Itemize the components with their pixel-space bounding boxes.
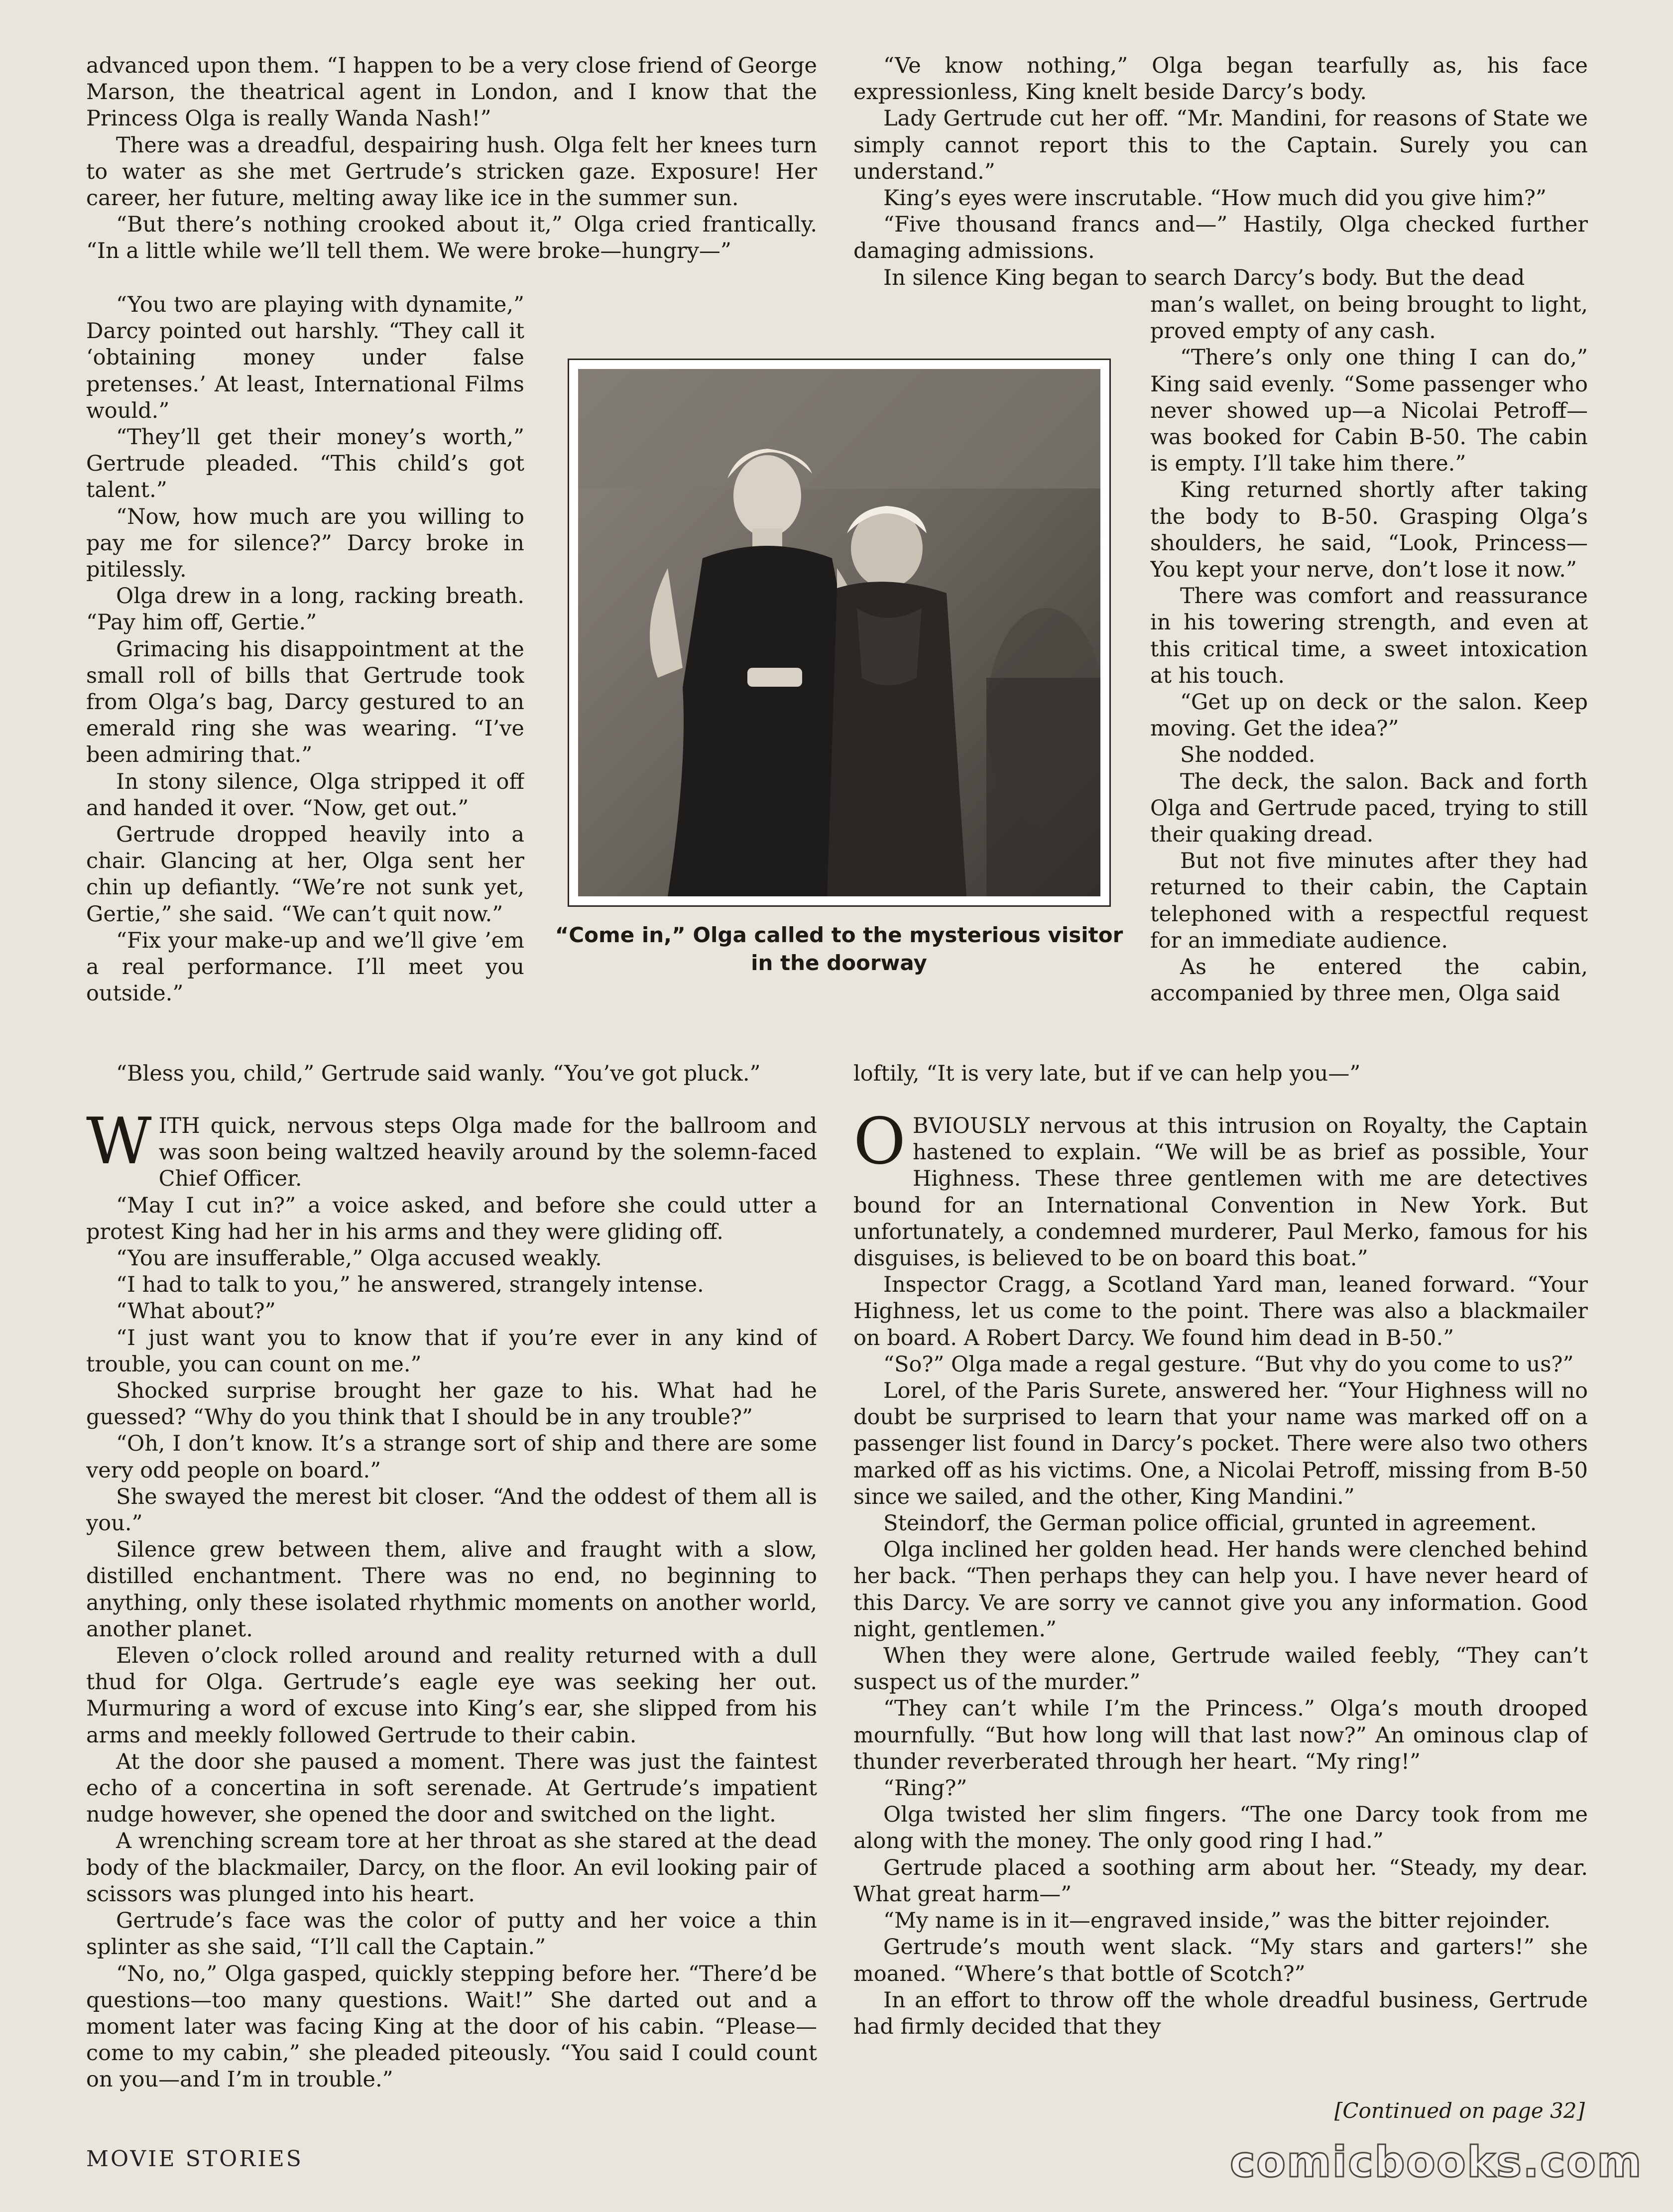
paragraph: In stony silence, Olga stripped it off and handed it over. “Now, get out.” — [86, 769, 524, 821]
right-column-bottom — [853, 1113, 1588, 2119]
paragraph: At the door she paused a moment. There was just the faintest echo of a concertina in soft serenade. At Gertrude’s impatient nudge however, she opened the door and switched on the light. — [86, 1749, 817, 1828]
magazine-footer: MOVIE STORIES — [86, 2146, 303, 2172]
paragraph: Lorel, of the Paris Surete, answered her. “Your Highness will no doubt be surprised to learn that your name was marked off on a passenger list found in Darcy’s pocket. There were also two others marked off as his victims. One, a Nicolai Petroff, missing from B-50 since we sailed, and the other, King Mandini.” — [853, 1378, 1588, 1509]
paragraph: advanced upon them. “I happen to be a very close friend of George Marson, the theatrical agent in London, and I know that the Princess Olga is really Wanda Nash!” — [86, 53, 817, 131]
paragraph: Gertrude placed a soothing arm about her. “Steady, my dear. What great harm—” — [853, 1855, 1588, 1907]
paragraph: “My name is in it—engraved inside,” was the bitter rejoinder. — [883, 1908, 1551, 1934]
paragraph: “They’ll get their money’s worth,” Gertrude pleaded. “This child’s got talent.” — [86, 425, 524, 503]
drop-cap: O — [853, 1113, 906, 1179]
paragraph: Shocked surprise brought her gaze to his. What had he guessed? “Why do you think that I should be in any trouble?” — [86, 1378, 817, 1430]
paragraph: She swayed the merest bit closer. “And the oddest of them all is you.” — [86, 1484, 817, 1536]
paragraph: “There’s only one thing I can do,” King said evenly. “Some passenger who never showed up—a Nicolai Petroff—was booked for Cabin B-50. The cabin is empty. I’ll take him there.” — [1150, 345, 1588, 477]
photo-caption: “Come in,” Olga called to the mysterious visitor in the doorway — [555, 923, 1123, 975]
paragraph: loftily, “It is very late, but if ve can help you—” — [853, 1061, 1361, 1086]
paragraph: But not five minutes after they had returned to their cabin, the Captain telephoned with a respectful request for an immediate audience. — [1150, 849, 1588, 953]
paragraph: “Five thousand francs and—” Hastily, Olga checked further damaging admissions. — [853, 212, 1588, 264]
paragraph: As he entered the cabin, accompanied by three men, Olga said — [1150, 955, 1588, 1006]
paragraph: “Bless you, child,” Gertrude said wanly. “You’ve got pluck.” — [116, 1061, 761, 1086]
paragraph: “May I cut in?” a voice asked, and before she could utter a protest King had her in his arms and they were gliding off. — [86, 1193, 817, 1244]
paragraph: There was comfort and reassurance in his towering strength, and even at this critical time, a sweet intoxication at his touch. — [1150, 584, 1588, 688]
paragraph: “But there’s nothing crooked about it,” Olga cried frantically. “In a little while we’ll tell them. We were broke—hungry—” — [86, 212, 817, 264]
paragraph: There was a dreadful, despairing hush. Olga felt her knees turn to water as she met Gertrude’s stricken gaze. Exposure! Her career, her future, melting away like ice in the summer sun. — [86, 132, 817, 211]
photo-illustration — [578, 369, 1100, 896]
paragraph: “I just want you to know that if you’re ever in any kind of trouble, you can count on me.” — [86, 1325, 817, 1377]
right-column-top — [853, 53, 1588, 291]
paragraph: “Ve know nothing,” Olga began tearfully as, his face expressionless, King knelt beside Darcy’s body. — [853, 53, 1588, 105]
paragraph: “Now, how much are you willing to pay me for silence?” Darcy broke in pitilessly. — [86, 504, 524, 583]
paragraph: Olga inclined her golden head. Her hands were clenched behind her back. “Then perhaps they can help you. I have never heard of this Darcy. Ve are sorry ve cannot give you any information. Good night, gentlemen.” — [853, 1537, 1588, 1642]
paragraph: “You two are playing with dynamite,” Darcy pointed out harshly. “They call it ‘obtaining money under false pretenses.’ At least, International Films would.” — [86, 292, 524, 423]
paragraph: “No, no,” Olga gasped, quickly stepping before her. “There’d be questions—too many questions. Wait!” She darted out and a moment later was facing King at the door of his cabin. “Please—come to my cabin,” she pleaded piteously. “You said I could count on you—and I’m in trouble.” — [86, 1961, 817, 2092]
paragraph: “What about?” — [116, 1299, 276, 1324]
paragraph: Olga twisted her slim fingers. “The one Darcy took from me along with the money. The only good ring I had.” — [853, 1802, 1588, 1854]
paragraph: “You are insufferable,” Olga accused weakly. — [116, 1246, 602, 1271]
drop-cap: W — [86, 1113, 152, 1179]
paragraph: “I had to talk to you,” he answered, strangely intense. — [116, 1272, 704, 1298]
paragraph: man’s wallet, on being brought to light, proved empty of any cash. — [1150, 292, 1588, 344]
paragraph: “So?” Olga made a regal gesture. “But vhy do you come to us?” — [883, 1352, 1574, 1377]
left-column-narrow — [86, 292, 524, 1061]
paragraph: “They can’t while I’m the Princess.” Olga’s mouth drooped mournfully. “But how long will that last now?” An ominous clap of thunder reverberated through her heart. “My ring!” — [853, 1696, 1588, 1774]
paragraph: Gertrude dropped heavily into a chair. Glancing at her, Olga sent her chin up defiantly. “We’re not sunk yet, Gertie,” she said. “We can’t quit now.” — [86, 822, 524, 927]
right-column-closing-line — [853, 1061, 1588, 1091]
left-column-closing-line — [86, 1061, 817, 1091]
left-column-bottom — [86, 1113, 817, 2119]
film-still-photo — [578, 369, 1100, 896]
opening-paragraph — [86, 1113, 817, 1193]
paragraph: “Ring?” — [883, 1776, 967, 1801]
paragraph: Steindorf, the German police official, grunted in agreement. — [883, 1511, 1537, 1536]
paragraph: Inspector Cragg, a Scotland Yard man, leaned forward. “Your Highness, let us come to the point. There was also a blackmailer on board. A Robert Darcy. We found him dead in B-50.” — [853, 1272, 1588, 1351]
paragraph: A wrenching scream tore at her throat as she stared at the dead body of the blackmailer, Darcy, on the floor. An evil looking pair of scissors was plunged into his heart. — [86, 1829, 817, 1907]
paragraph: “Oh, I don’t know. It’s a strange sort of ship and there are some very odd people on board.” — [86, 1431, 817, 1483]
paragraph: Gertrude’s mouth went slack. “My stars and garters!” she moaned. “Where’s that bottle of Scotch?” — [853, 1935, 1588, 1986]
paragraph: King’s eyes were inscrutable. “How much did you give him?” — [883, 186, 1547, 211]
opening-text: BVIOUSLY nervous at this intrusion on Royalty, the Captain hastened to explain. “We will be as brief as possible, Your Highness. These three gentlemen with me are detectives bound for an International Convention in New York. But unfortunately, a condemned murderer, Paul Merko, famous for his disguises, is believed to be on board this boat.” — [853, 1113, 1588, 1271]
paragraph: King returned shortly after taking the body to B-50. Grasping Olga’s shoulders, he said, “Look, Princess—You kept your nerve, don’t lose it now.” — [1150, 478, 1588, 583]
paragraph: She nodded. — [1180, 742, 1315, 768]
paragraph: “Fix your make-up and we’ll give ’em a real performance. I’ll meet you outside.” — [86, 928, 524, 1006]
paragraph: Olga drew in a long, racking breath. “Pay him off, Gertie.” — [86, 584, 524, 635]
paragraph: In an effort to throw off the whole dreadful business, Gertrude had firmly decided that they — [853, 1987, 1588, 2039]
paragraph: Eleven o’clock rolled around and reality returned with a dull thud for Olga. Gertrude’s eagle eye was seeking her out. Murmuring a word of excuse into King’s ear, she slipped from his arms and meekly followed Gertrude to their cabin. — [86, 1643, 817, 1748]
opening-text: ITH quick, nervous steps Olga made for the ballroom and was soon being waltzed heavily around by the solemn-faced Chief Officer. — [158, 1113, 817, 1192]
paragraph: The deck, the salon. Back and forth Olga and Gertrude paced, trying to still their quaking dread. — [1150, 769, 1588, 848]
paragraph: Lady Gertrude cut her off. “Mr. Mandini, for reasons of State we simply cannot report this to the Captain. Surely you can understand.” — [853, 106, 1588, 184]
continued-note: [Continued on page 32] — [1334, 2098, 1585, 2123]
right-column-narrow — [1150, 292, 1588, 1061]
site-watermark: comicbooks.com — [1230, 2137, 1643, 2187]
paragraph: Silence grew between them, alive and fraught with a slow, distilled enchantment. There was no end, no beginning to anything, only these isolated rhythmic moments on another world, another planet. — [86, 1537, 817, 1642]
paragraph: When they were alone, Gertrude wailed feebly, “They can’t suspect us of the murder.” — [853, 1643, 1588, 1695]
paragraph: Grimacing his disappointment at the small roll of bills that Gertrude took from Olga’s bag, Darcy gestured to an emerald ring she was wearing. “I’ve been admiring that.” — [86, 636, 524, 768]
paragraph: In silence King began to search Darcy’s body. But the dead — [883, 265, 1525, 290]
paragraph: Gertrude’s face was the color of putty and her voice a thin splinter as she said, “I’ll call the Captain.” — [86, 1908, 817, 1960]
film-still-photo-frame — [568, 359, 1111, 907]
paragraph: “Get up on deck or the salon. Keep moving. Get the idea?” — [1150, 690, 1588, 741]
opening-paragraph — [853, 1113, 1588, 1272]
